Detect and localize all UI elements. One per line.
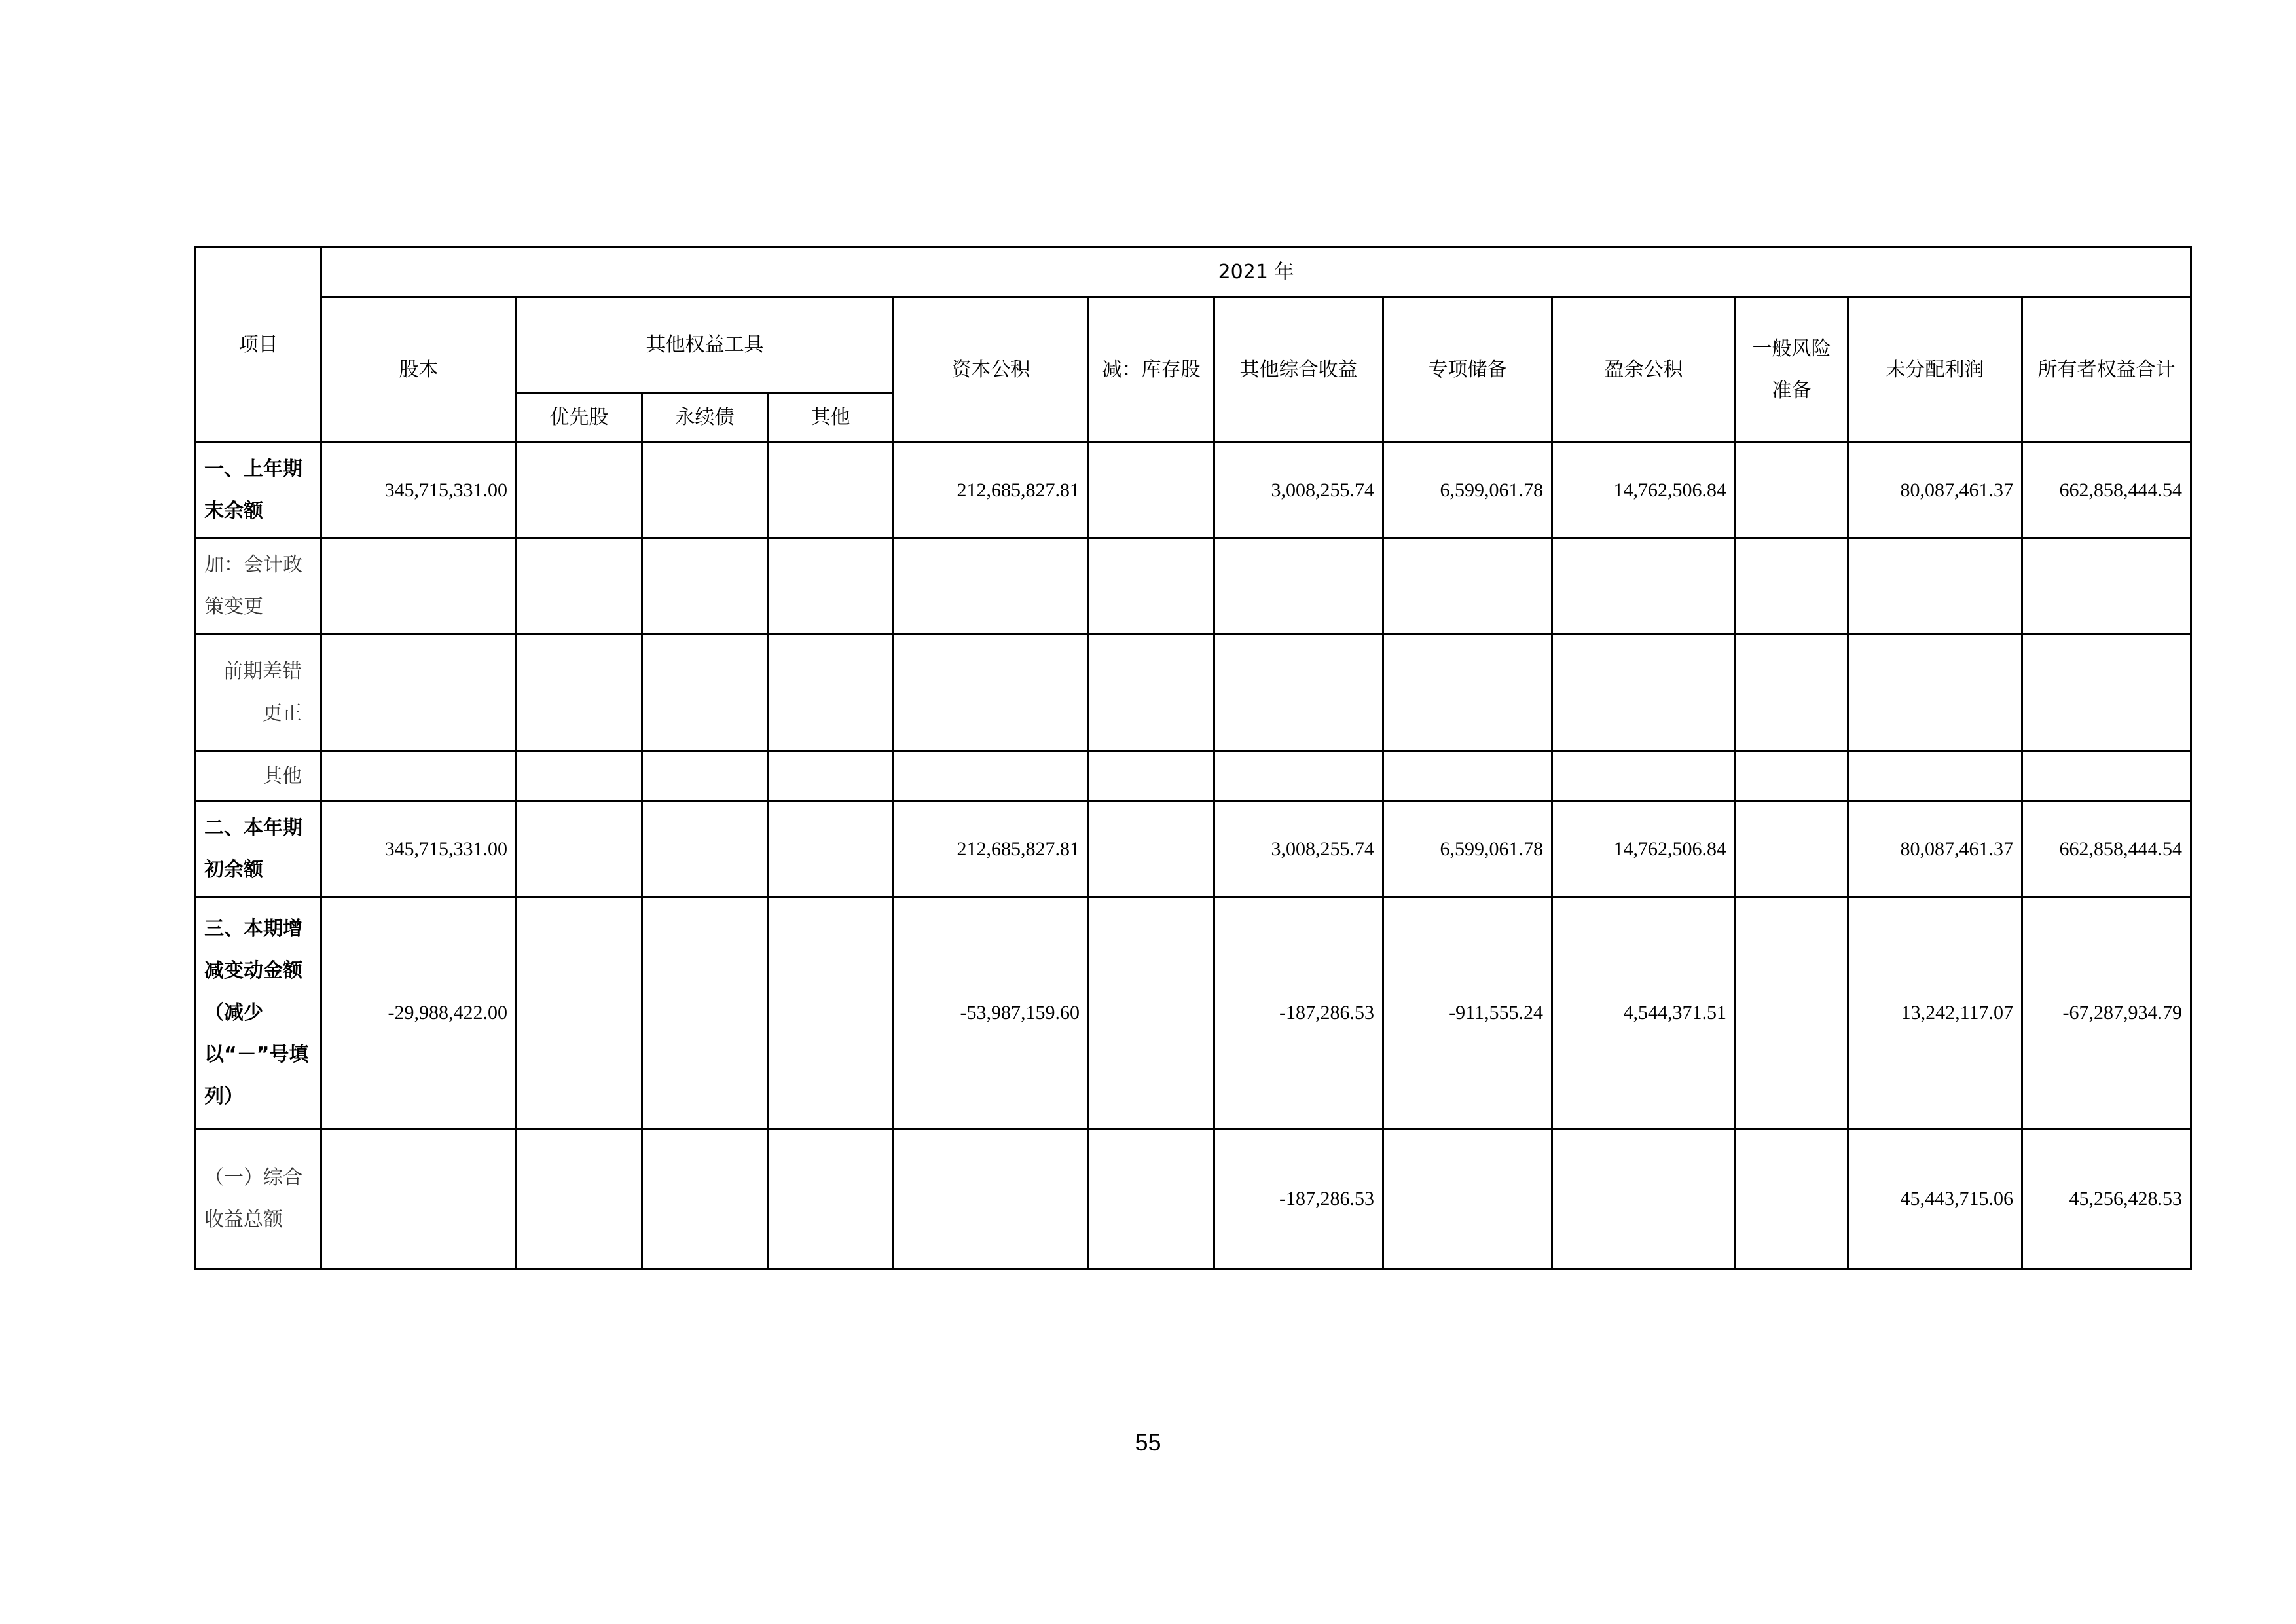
- cell: -29,988,422.00: [321, 897, 517, 1129]
- col-total-owners-equity: 所有者权益合计: [2022, 297, 2191, 443]
- cell: [768, 897, 894, 1129]
- col-preferred-shares: 优先股: [517, 393, 642, 443]
- row-label: 二、本年期初余额: [196, 802, 321, 897]
- table-row: [196, 634, 2191, 752]
- cell: 6,599,061.78: [1383, 443, 1552, 538]
- cell: [2022, 538, 2191, 634]
- table-row: [196, 1129, 2191, 1269]
- cell: [321, 752, 517, 802]
- cell: [768, 802, 894, 897]
- row-label: （一）综合收益总额: [196, 1129, 321, 1269]
- cell: 6,599,061.78: [1383, 802, 1552, 897]
- cell: [642, 634, 768, 752]
- cell: [1089, 538, 1214, 634]
- col-surplus-reserve: 盈余公积: [1552, 297, 1736, 443]
- cell: [1736, 1129, 1848, 1269]
- cell: [517, 897, 642, 1129]
- cell: 3,008,255.74: [1214, 443, 1383, 538]
- cell: [642, 1129, 768, 1269]
- cell: [1848, 752, 2022, 802]
- cell: [1089, 802, 1214, 897]
- cell: [1214, 752, 1383, 802]
- cell: [1089, 1129, 1214, 1269]
- cell: [768, 1129, 894, 1269]
- cell: [1214, 538, 1383, 634]
- table-row: [196, 752, 2191, 802]
- row-label: 其他: [196, 752, 321, 802]
- page-number: 55: [1135, 1429, 1161, 1456]
- col-special-reserve: 专项储备: [1383, 297, 1552, 443]
- cell: [1089, 443, 1214, 538]
- cell: 13,242,117.07: [1848, 897, 2022, 1129]
- cell: [768, 443, 894, 538]
- cell: 45,443,715.06: [1848, 1129, 2022, 1269]
- cell: 4,544,371.51: [1552, 897, 1736, 1129]
- cell: [1383, 538, 1552, 634]
- cell: [1089, 897, 1214, 1129]
- cell: [894, 538, 1089, 634]
- cell: -187,286.53: [1214, 1129, 1383, 1269]
- cell: [642, 802, 768, 897]
- row-label: 前期差错更正: [196, 634, 321, 752]
- cell: [1552, 634, 1736, 752]
- cell: [642, 752, 768, 802]
- cell: 212,685,827.81: [894, 802, 1089, 897]
- cell: [517, 538, 642, 634]
- cell: [1383, 752, 1552, 802]
- cell: [517, 1129, 642, 1269]
- cell: [894, 752, 1089, 802]
- year-header: 2021 年: [321, 248, 2191, 297]
- col-share-capital: 股本: [321, 297, 517, 443]
- cell: -911,555.24: [1383, 897, 1552, 1129]
- cell: [321, 634, 517, 752]
- cell: [517, 802, 642, 897]
- cell: 80,087,461.37: [1848, 802, 2022, 897]
- cell: [1848, 538, 2022, 634]
- cell: [1736, 634, 1848, 752]
- cell: [1552, 752, 1736, 802]
- cell: [1848, 634, 2022, 752]
- cell: 662,858,444.54: [2022, 802, 2191, 897]
- cell: [1383, 634, 1552, 752]
- cell: [1089, 752, 1214, 802]
- cell: [1736, 752, 1848, 802]
- col-others: 其他: [768, 393, 894, 443]
- cell: [1089, 634, 1214, 752]
- cell: 345,715,331.00: [321, 802, 517, 897]
- col-treasury-stock: 减：库存股: [1089, 297, 1214, 443]
- table-row: [196, 802, 2191, 897]
- cell: [517, 443, 642, 538]
- cell: [642, 538, 768, 634]
- cell: [1383, 1129, 1552, 1269]
- cell: [1736, 538, 1848, 634]
- cell: [517, 634, 642, 752]
- col-general-risk-reserve: 一般风险准备: [1736, 297, 1848, 443]
- row-label: 加：会计政策变更: [196, 538, 321, 634]
- col-undistributed-profit: 未分配利润: [1848, 297, 2022, 443]
- cell: 212,685,827.81: [894, 443, 1089, 538]
- table-row: [196, 443, 2191, 538]
- cell: [642, 443, 768, 538]
- row-label: 一、上年期末余额: [196, 443, 321, 538]
- cell: [1736, 897, 1848, 1129]
- cell: [768, 538, 894, 634]
- cell: [894, 1129, 1089, 1269]
- cell: 3,008,255.74: [1214, 802, 1383, 897]
- cell: -67,287,934.79: [2022, 897, 2191, 1129]
- cell: [642, 897, 768, 1129]
- col-capital-reserve: 资本公积: [894, 297, 1089, 443]
- cell: [1214, 634, 1383, 752]
- cell: 14,762,506.84: [1552, 802, 1736, 897]
- cell: [768, 752, 894, 802]
- cell: -187,286.53: [1214, 897, 1383, 1129]
- cell: 345,715,331.00: [321, 443, 517, 538]
- cell: 45,256,428.53: [2022, 1129, 2191, 1269]
- cell: [517, 752, 642, 802]
- cell: [2022, 752, 2191, 802]
- equity-change-table: [194, 246, 2192, 1270]
- col-perpetual-bonds: 永续债: [642, 393, 768, 443]
- item-header: 项目: [196, 248, 321, 443]
- cell: [2022, 634, 2191, 752]
- cell: [894, 634, 1089, 752]
- cell: [1736, 443, 1848, 538]
- header-row-columns: [196, 297, 2191, 393]
- col-other-comprehensive-income: 其他综合收益: [1214, 297, 1383, 443]
- table-row: [196, 538, 2191, 634]
- cell: [321, 538, 517, 634]
- cell: [321, 1129, 517, 1269]
- cell: 662,858,444.54: [2022, 443, 2191, 538]
- cell: 14,762,506.84: [1552, 443, 1736, 538]
- col-other-equity-instruments: 其他权益工具: [517, 297, 894, 393]
- cell: -53,987,159.60: [894, 897, 1089, 1129]
- cell: 80,087,461.37: [1848, 443, 2022, 538]
- cell: [1552, 538, 1736, 634]
- table-row: [196, 897, 2191, 1129]
- row-label: 三、本期增减变动金额（减少以“－”号填列）: [196, 897, 321, 1129]
- cell: [1736, 802, 1848, 897]
- cell: [1552, 1129, 1736, 1269]
- header-row-year: [196, 248, 2191, 297]
- cell: [768, 634, 894, 752]
